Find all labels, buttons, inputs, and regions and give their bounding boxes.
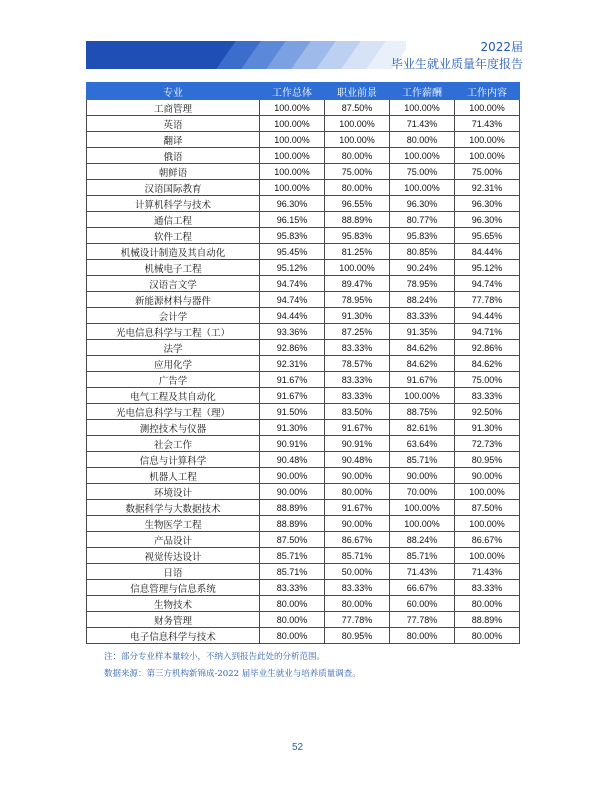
percent-cell: 86.67% <box>455 532 520 548</box>
percent-cell: 94.71% <box>455 324 520 340</box>
percent-cell: 100.00% <box>455 132 520 148</box>
percent-cell: 88.89% <box>455 612 520 628</box>
percent-cell: 90.00% <box>390 468 455 484</box>
percent-cell: 95.45% <box>260 244 325 260</box>
major-name-cell: 社会工作 <box>87 436 260 452</box>
percent-cell: 90.91% <box>260 436 325 452</box>
sample-size-note: 注：部分专业样本量较小，不纳入到报告此处的分析范围。 <box>104 652 326 662</box>
percent-cell: 95.83% <box>260 228 325 244</box>
percent-cell: 96.15% <box>260 212 325 228</box>
major-name-cell: 法学 <box>87 340 260 356</box>
percent-cell: 100.00% <box>390 180 455 196</box>
percent-cell: 89.47% <box>325 276 390 292</box>
percent-cell: 92.31% <box>455 180 520 196</box>
table-row <box>87 388 520 404</box>
data-source-note: 数据来源：第三方机构新锦成-2022 届毕业生就业与培养质量调查。 <box>104 669 361 679</box>
percent-cell: 100.00% <box>260 100 325 116</box>
percent-cell: 91.50% <box>260 404 325 420</box>
table-row <box>87 292 520 308</box>
percent-cell: 80.00% <box>260 628 325 644</box>
percent-cell: 70.00% <box>390 484 455 500</box>
percent-cell: 91.30% <box>260 420 325 436</box>
percent-cell: 91.30% <box>325 308 390 324</box>
percent-cell: 88.89% <box>260 516 325 532</box>
table-row <box>87 628 520 644</box>
header-banner <box>86 41 406 69</box>
major-name-cell: 通信工程 <box>87 212 260 228</box>
table-row <box>87 276 520 292</box>
major-name-cell: 朝鲜语 <box>87 164 260 180</box>
percent-cell: 80.77% <box>390 212 455 228</box>
percent-cell: 87.50% <box>260 532 325 548</box>
table-row <box>87 564 520 580</box>
percent-cell: 95.65% <box>455 228 520 244</box>
percent-cell: 91.30% <box>455 420 520 436</box>
percent-cell: 90.91% <box>325 436 390 452</box>
percent-cell: 100.00% <box>325 132 390 148</box>
percent-cell: 95.83% <box>390 228 455 244</box>
table-row <box>87 404 520 420</box>
percent-cell: 87.50% <box>325 100 390 116</box>
percent-cell: 85.71% <box>325 548 390 564</box>
major-name-cell: 环境设计 <box>87 484 260 500</box>
percent-cell: 90.00% <box>455 468 520 484</box>
major-name-cell: 汉语国际教育 <box>87 180 260 196</box>
percent-cell: 50.00% <box>325 564 390 580</box>
percent-cell: 77.78% <box>325 612 390 628</box>
percent-cell: 83.33% <box>325 580 390 596</box>
table-row <box>87 148 520 164</box>
table-row <box>87 532 520 548</box>
table-row <box>87 580 520 596</box>
percent-cell: 100.00% <box>390 500 455 516</box>
percent-cell: 100.00% <box>455 148 520 164</box>
major-name-cell: 日语 <box>87 564 260 580</box>
percent-cell: 75.00% <box>455 372 520 388</box>
page-number: 52 <box>291 742 304 753</box>
table-row <box>87 436 520 452</box>
table-row <box>87 420 520 436</box>
major-name-cell: 机械电子工程 <box>87 260 260 276</box>
percent-cell: 75.00% <box>325 164 390 180</box>
percent-cell: 71.43% <box>455 564 520 580</box>
percent-cell: 85.71% <box>390 548 455 564</box>
percent-cell: 100.00% <box>260 132 325 148</box>
percent-cell: 87.25% <box>325 324 390 340</box>
percent-cell: 78.57% <box>325 356 390 372</box>
percent-cell: 84.44% <box>455 244 520 260</box>
percent-cell: 90.00% <box>260 468 325 484</box>
percent-cell: 91.67% <box>260 372 325 388</box>
percent-cell: 84.62% <box>390 340 455 356</box>
percent-cell: 91.67% <box>260 388 325 404</box>
percent-cell: 85.71% <box>260 564 325 580</box>
table-row <box>87 484 520 500</box>
percent-cell: 80.00% <box>260 612 325 628</box>
table-header-row <box>87 83 520 100</box>
percent-cell: 96.30% <box>455 196 520 212</box>
percent-cell: 71.43% <box>390 564 455 580</box>
major-satisfaction-table <box>86 82 520 644</box>
percent-cell: 90.24% <box>390 260 455 276</box>
percent-cell: 91.35% <box>390 324 455 340</box>
major-name-cell: 广告学 <box>87 372 260 388</box>
percent-cell: 83.33% <box>455 388 520 404</box>
percent-cell: 75.00% <box>390 164 455 180</box>
percent-cell: 84.62% <box>455 356 520 372</box>
percent-cell: 95.12% <box>260 260 325 276</box>
percent-cell: 100.00% <box>455 484 520 500</box>
percent-cell: 91.67% <box>325 420 390 436</box>
percent-cell: 92.86% <box>455 340 520 356</box>
report-header <box>391 40 523 72</box>
major-name-cell: 机械设计制造及其自动化 <box>87 244 260 260</box>
percent-cell: 83.33% <box>325 340 390 356</box>
percent-cell: 100.00% <box>325 260 390 276</box>
table-row <box>87 324 520 340</box>
percent-cell: 85.71% <box>260 548 325 564</box>
column-header: 专业 <box>87 83 260 100</box>
percent-cell: 83.33% <box>325 388 390 404</box>
table-row <box>87 340 520 356</box>
percent-cell: 100.00% <box>455 100 520 116</box>
percent-cell: 86.67% <box>325 532 390 548</box>
percent-cell: 80.00% <box>325 596 390 612</box>
table-row <box>87 132 520 148</box>
percent-cell: 96.30% <box>390 196 455 212</box>
percent-cell: 95.83% <box>325 228 390 244</box>
table-row <box>87 116 520 132</box>
percent-cell: 83.33% <box>455 580 520 596</box>
percent-cell: 83.33% <box>260 580 325 596</box>
percent-cell: 60.00% <box>390 596 455 612</box>
major-name-cell: 生物技术 <box>87 596 260 612</box>
percent-cell: 100.00% <box>390 148 455 164</box>
percent-cell: 100.00% <box>260 180 325 196</box>
percent-cell: 72.73% <box>455 436 520 452</box>
percent-cell: 94.44% <box>260 308 325 324</box>
percent-cell: 100.00% <box>390 516 455 532</box>
percent-cell: 92.86% <box>260 340 325 356</box>
major-name-cell: 英语 <box>87 116 260 132</box>
major-name-cell: 生物医学工程 <box>87 516 260 532</box>
major-name-cell: 汉语言文学 <box>87 276 260 292</box>
major-name-cell: 视觉传达设计 <box>87 548 260 564</box>
percent-cell: 96.30% <box>455 212 520 228</box>
table-row <box>87 100 520 116</box>
percent-cell: 80.00% <box>325 180 390 196</box>
percent-cell: 93.36% <box>260 324 325 340</box>
table-row <box>87 196 520 212</box>
major-name-cell: 电子信息科学与技术 <box>87 628 260 644</box>
major-name-cell: 电气工程及其自动化 <box>87 388 260 404</box>
major-name-cell: 软件工程 <box>87 228 260 244</box>
percent-cell: 80.00% <box>390 132 455 148</box>
major-name-cell: 计算机科学与技术 <box>87 196 260 212</box>
percent-cell: 88.24% <box>390 532 455 548</box>
major-name-cell: 数据科学与大数据技术 <box>87 500 260 516</box>
percent-cell: 94.74% <box>260 292 325 308</box>
percent-cell: 80.00% <box>390 628 455 644</box>
table-row <box>87 612 520 628</box>
percent-cell: 80.00% <box>455 628 520 644</box>
percent-cell: 83.50% <box>325 404 390 420</box>
percent-cell: 83.33% <box>390 308 455 324</box>
major-name-cell: 俄语 <box>87 148 260 164</box>
table-row <box>87 596 520 612</box>
table-row <box>87 212 520 228</box>
table-row <box>87 452 520 468</box>
table-row <box>87 180 520 196</box>
table-row <box>87 356 520 372</box>
table-row <box>87 468 520 484</box>
percent-cell: 88.89% <box>260 500 325 516</box>
major-name-cell: 翻译 <box>87 132 260 148</box>
percent-cell: 80.95% <box>455 452 520 468</box>
percent-cell: 85.71% <box>390 452 455 468</box>
column-header: 工作薪酬 <box>390 83 455 100</box>
percent-cell: 84.62% <box>390 356 455 372</box>
percent-cell: 95.12% <box>455 260 520 276</box>
major-name-cell: 应用化学 <box>87 356 260 372</box>
major-name-cell: 信息管理与信息系统 <box>87 580 260 596</box>
column-header: 工作总体 <box>260 83 325 100</box>
percent-cell: 92.31% <box>260 356 325 372</box>
table-row <box>87 516 520 532</box>
percent-cell: 66.67% <box>390 580 455 596</box>
percent-cell: 80.00% <box>260 596 325 612</box>
percent-cell: 94.74% <box>260 276 325 292</box>
column-header: 职业前景 <box>325 83 390 100</box>
percent-cell: 100.00% <box>260 116 325 132</box>
percent-cell: 90.00% <box>260 484 325 500</box>
major-name-cell: 新能源材料与器件 <box>87 292 260 308</box>
percent-cell: 78.95% <box>325 292 390 308</box>
percent-cell: 71.43% <box>455 116 520 132</box>
percent-cell: 63.64% <box>390 436 455 452</box>
major-name-cell: 会计学 <box>87 308 260 324</box>
major-name-cell: 光电信息科学与工程（理） <box>87 404 260 420</box>
major-name-cell: 财务管理 <box>87 612 260 628</box>
percent-cell: 88.89% <box>325 212 390 228</box>
percent-cell: 100.00% <box>455 516 520 532</box>
percent-cell: 96.55% <box>325 196 390 212</box>
percent-cell: 91.67% <box>390 372 455 388</box>
column-header: 工作内容 <box>455 83 520 100</box>
percent-cell: 94.74% <box>455 276 520 292</box>
percent-cell: 100.00% <box>455 548 520 564</box>
percent-cell: 100.00% <box>325 116 390 132</box>
percent-cell: 80.85% <box>390 244 455 260</box>
report-title: 毕业生就业质量年度报告 <box>390 57 523 71</box>
percent-cell: 82.61% <box>390 420 455 436</box>
percent-cell: 100.00% <box>390 388 455 404</box>
percent-cell: 81.25% <box>325 244 390 260</box>
percent-cell: 71.43% <box>390 116 455 132</box>
major-name-cell: 信息与计算科学 <box>87 452 260 468</box>
percent-cell: 94.44% <box>455 308 520 324</box>
percent-cell: 88.75% <box>390 404 455 420</box>
table-row <box>87 244 520 260</box>
table-row <box>87 260 520 276</box>
table-row <box>87 500 520 516</box>
percent-cell: 80.00% <box>455 596 520 612</box>
percent-cell: 100.00% <box>260 164 325 180</box>
percent-cell: 80.95% <box>325 628 390 644</box>
percent-cell: 80.00% <box>325 148 390 164</box>
percent-cell: 91.67% <box>325 500 390 516</box>
percent-cell: 88.24% <box>390 292 455 308</box>
table-row <box>87 372 520 388</box>
percent-cell: 96.30% <box>260 196 325 212</box>
percent-cell: 90.48% <box>260 452 325 468</box>
major-name-cell: 机器人工程 <box>87 468 260 484</box>
report-year: 2022届 <box>480 40 523 54</box>
percent-cell: 77.78% <box>390 612 455 628</box>
percent-cell: 80.00% <box>325 484 390 500</box>
percent-cell: 100.00% <box>260 148 325 164</box>
major-name-cell: 产品设计 <box>87 532 260 548</box>
major-name-cell: 光电信息科学与工程（工） <box>87 324 260 340</box>
percent-cell: 83.33% <box>325 372 390 388</box>
table-row <box>87 164 520 180</box>
percent-cell: 77.78% <box>455 292 520 308</box>
percent-cell: 90.00% <box>325 516 390 532</box>
percent-cell: 92.50% <box>455 404 520 420</box>
percent-cell: 90.00% <box>325 468 390 484</box>
percent-cell: 90.48% <box>325 452 390 468</box>
percent-cell: 87.50% <box>455 500 520 516</box>
table-row <box>87 548 520 564</box>
percent-cell: 75.00% <box>455 164 520 180</box>
percent-cell: 78.95% <box>390 276 455 292</box>
table-row <box>87 308 520 324</box>
major-name-cell: 工商管理 <box>87 100 260 116</box>
percent-cell: 100.00% <box>390 100 455 116</box>
major-name-cell: 测控技术与仪器 <box>87 420 260 436</box>
table-row <box>87 228 520 244</box>
